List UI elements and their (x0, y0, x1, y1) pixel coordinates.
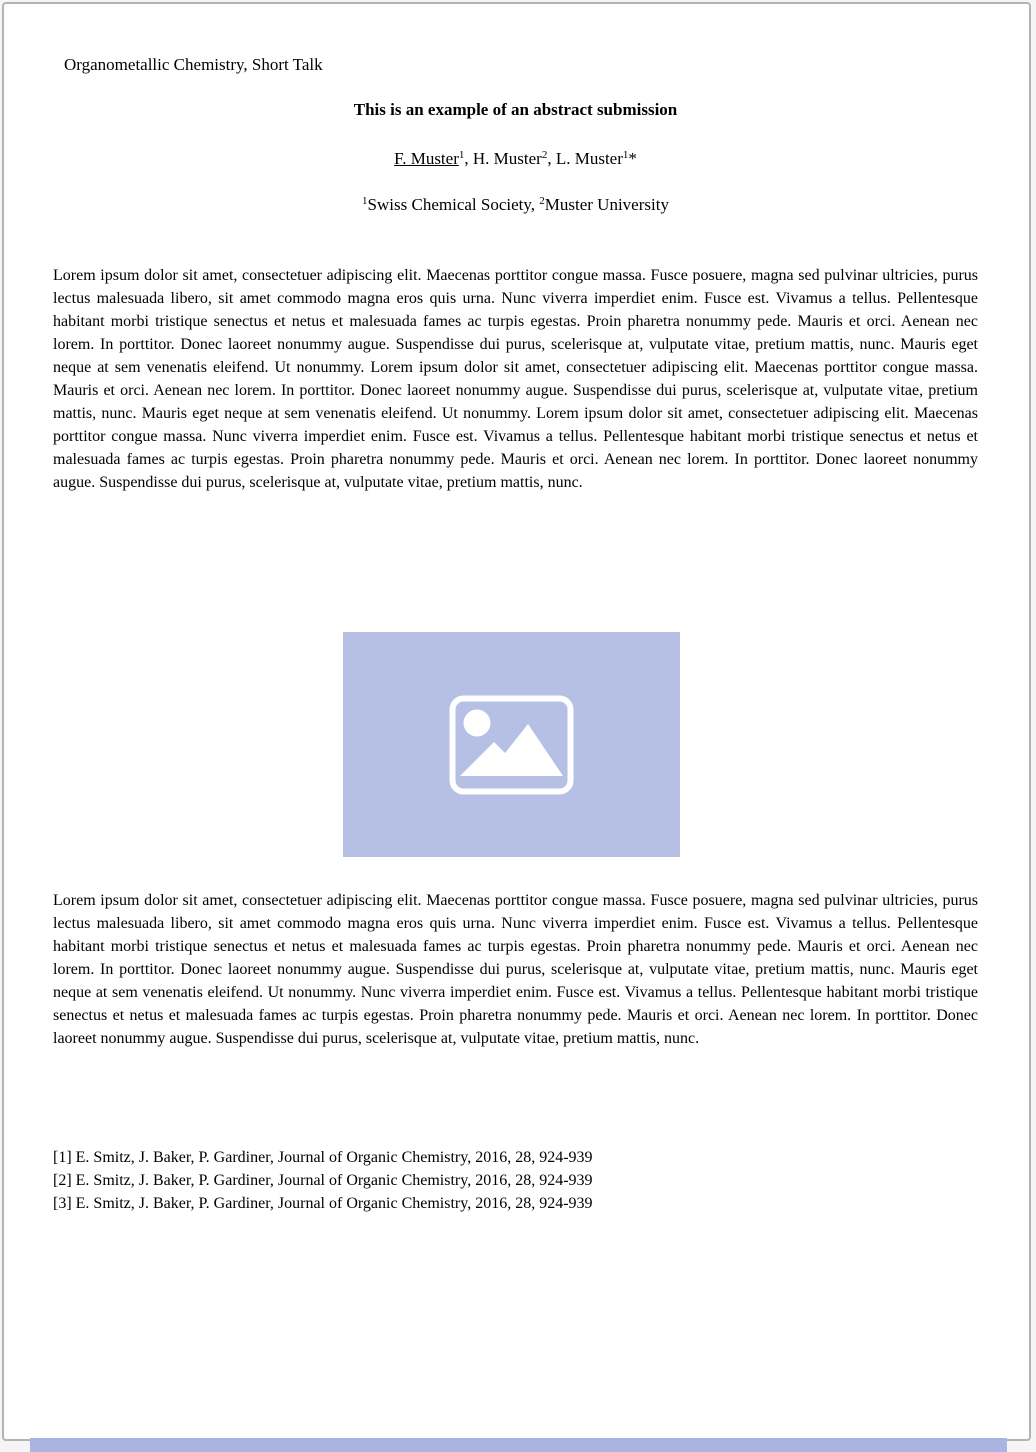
reference-citation: E. Smitz, J. Baker, P. Gardiner, Journal of Organic Chemistry, 2016, 28, 924-939 (75, 1149, 593, 1166)
reference-marker: [3] (53, 1195, 72, 1212)
affiliation-ref: 1 (362, 194, 368, 207)
reference-marker: [1] (53, 1149, 72, 1166)
author-name: F. Muster (394, 149, 459, 168)
author-affiliation-ref: 1 (622, 148, 629, 161)
reference-item (53, 1146, 978, 1169)
affiliation-separator: , (530, 195, 540, 214)
reference-marker: [2] (53, 1172, 72, 1189)
image-placeholder-icon (449, 695, 574, 795)
author-separator: , (547, 149, 556, 168)
figure-placeholder (343, 632, 680, 857)
abstract-paragraph-2: Lorem ipsum dolor sit amet, consectetuer adipiscing elit. Maecenas porttitor congue massa. Fusce posuere, magna sed pulvinar ultricies, purus lectus malesuada libero, sit amet commodo magna eros quis urna. Nunc viverra imperdiet enim. Fusce est. Vivamus a tellus. Pellentesque habitant morbi tristique senectus et netus et malesuada fames ac turpis egestas. Proin pharetra nonummy pede. Mauris et orci. Aenean nec lorem. In porttitor. Donec laoreet nonummy augue. Suspendisse dui purus, scelerisque at, vulputate vitae, pretium mattis, nunc. Mauris eget neque at sem venenatis eleifend. Ut nonummy. Nunc viverra imperdiet enim. Fusce est. Vivamus a tellus. Pellentesque habitant morbi tristique senectus et netus et malesuada fames ac turpis egestas. Proin pharetra nonummy pede. Mauris et orci. Aenean nec lorem. In porttitor. Donec laoreet nonummy augue. Suspendisse dui purus, scelerisque at, vulputate vitae, pretium mattis, nunc. (53, 892, 978, 1047)
affiliation-name: Muster University (544, 195, 669, 214)
reference-list (53, 1146, 978, 1215)
affiliation-name: Swiss Chemical Society (367, 195, 531, 214)
reference-citation: E. Smitz, J. Baker, P. Gardiner, Journal of Organic Chemistry, 2016, 28, 924-939 (75, 1195, 593, 1212)
reference-item (53, 1192, 978, 1215)
author-name: H. Muster (472, 149, 542, 168)
session-header: Organometallic Chemistry, Short Talk (64, 55, 323, 74)
author-separator: , (464, 149, 473, 168)
reference-item (53, 1169, 978, 1192)
abstract-title: This is an example of an abstract submission (353, 100, 678, 119)
abstract-paragraph-1: Lorem ipsum dolor sit amet, consectetuer adipiscing elit. Maecenas porttitor congue massa. Fusce posuere, magna sed pulvinar ultricies, purus lectus malesuada libero, sit amet commodo magna eros quis urna. Nunc viverra imperdiet enim. Fusce est. Vivamus a tellus. Pellentesque habitant morbi tristique senectus et netus et malesuada fames ac turpis egestas. Proin pharetra nonummy pede. Mauris et orci. Aenean nec lorem. In porttitor. Donec laoreet nonummy augue. Suspendisse dui purus, scelerisque at, vulputate vitae, pretium mattis, nunc. Mauris eget neque at sem venenatis eleifend. Ut nonummy. Lorem ipsum dolor sit amet, consectetuer adipiscing elit. Maecenas porttitor congue massa. Mauris et orci. Aenean nec lorem. In porttitor. Donec laoreet nonummy augue. Suspendisse dui purus, scelerisque at, vulputate vitae, pretium mattis, nunc. Mauris eget neque at sem venenatis eleifend. Ut nonummy. Lorem ipsum dolor sit amet, consectetuer adipiscing elit. Maecenas porttitor congue massa. Nunc viverra imperdiet enim. Fusce est. Vivamus a tellus. Pellentesque habitant morbi tristique senectus et netus et malesuada fames ac turpis egestas. Proin pharetra nonummy pede. Mauris et orci. Aenean nec lorem. In porttitor. Donec laoreet nonummy augue. Suspendisse dui purus, scelerisque at, vulputate vitae, pretium mattis, nunc. (53, 267, 978, 491)
reference-citation: E. Smitz, J. Baker, P. Gardiner, Journal of Organic Chemistry, 2016, 28, 924-939 (75, 1172, 593, 1189)
author-name: L. Muster (555, 149, 623, 168)
footer-accent-bar (30, 1438, 1007, 1452)
abstract-page (2, 2, 1031, 1441)
affiliations-line (53, 192, 978, 218)
author-affiliation-ref: 2 (541, 148, 548, 161)
authors-line (53, 146, 978, 172)
author-affiliation-ref: 1 (458, 148, 465, 161)
affiliation-ref: 2 (539, 194, 545, 207)
corresponding-author-marker: * (628, 149, 637, 168)
